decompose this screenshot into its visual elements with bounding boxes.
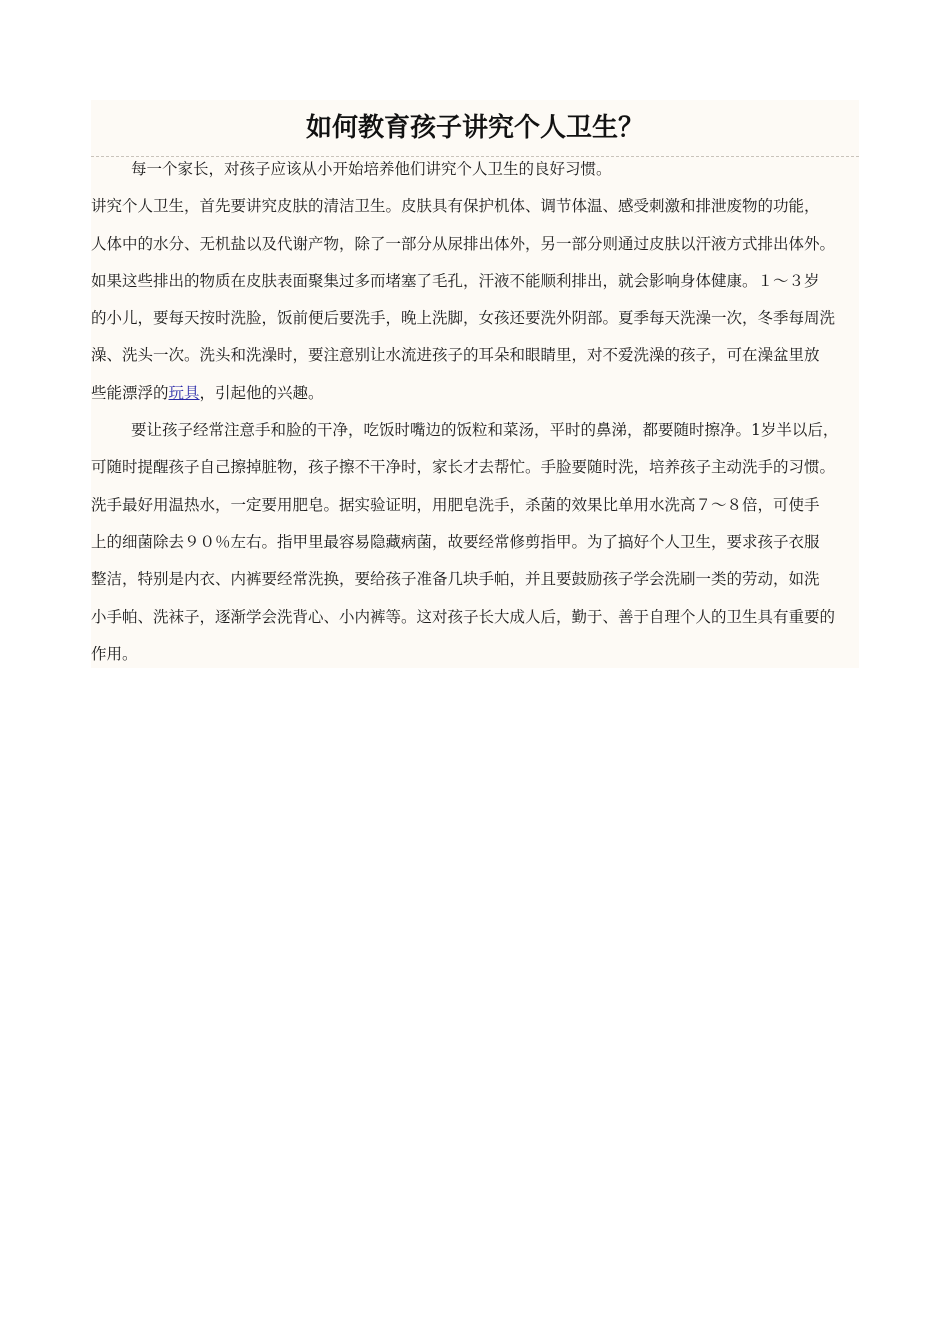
- text-line: 如果这些排出的物质在皮肤表面聚集过多而堵塞了毛孔，汗液不能顺利排出，就会影响身体健康。１～３岁: [91, 271, 820, 290]
- text-line: 上的细菌除去９０％左右。指甲里最容易隐藏病菌，故要经常修剪指甲。为了搞好个人卫生，要求孩子衣服: [91, 532, 820, 551]
- text-line: 些能漂浮的玩具，引起他的兴趣。: [91, 383, 324, 402]
- paragraph-hand-hygiene: [91, 412, 859, 673]
- text-line: 作用。: [91, 644, 138, 663]
- article-title: 如何教育孩子讲究个人卫生？: [305, 113, 644, 143]
- text-line: 讲究个人卫生，首先要讲究皮肤的清洁卫生。皮肤具有保护机体、调节体温、感受刺激和排泄废物的功能，: [91, 197, 820, 216]
- text-line: 小手帕、洗袜子，逐渐学会洗背心、小内裤等。这对孩子长大成人后，勤于、善于自理个人的卫生具有重要的: [91, 607, 836, 626]
- text-line: 洗手最好用温热水，一定要用肥皂。据实验证明，用肥皂洗手，杀菌的效果比单用水洗高７～８倍，可使手: [91, 495, 820, 514]
- toys-link[interactable]: 玩具: [168, 383, 200, 402]
- text-line: 整洁，特别是内衣、内裤要经常洗换，要给孩子准备几块手帕，并且要鼓励孩子学会洗刷一类的劳动，如洗: [91, 570, 820, 589]
- text-line: 人体中的水分、无机盐以及代谢产物，除了一部分从尿排出体外，另一部分则通过皮肤以汗液方式排出体外。: [91, 234, 836, 253]
- article-body: [91, 151, 859, 673]
- text-line: 澡、洗头一次。洗头和洗澡时，要注意别让水流进孩子的耳朵和眼睛里，对不爱洗澡的孩子，可在澡盆里放: [91, 346, 820, 365]
- paragraph-intro: 每一个家长，对孩子应该从小开始培养他们讲究个人卫生的良好习惯。: [131, 160, 612, 178]
- paragraph-skin-hygiene: [91, 188, 859, 412]
- text-line: 要让孩子经常注意手和脸的干净，吃饭时嘴边的饭粒和菜汤，平时的鼻涕，都要随时擦净。1岁半以后，: [131, 421, 839, 440]
- article: [91, 100, 859, 668]
- text-line: 可随时提醒孩子自己擦掉脏物，孩子擦不干净时，家长才去帮忙。手脸要随时洗，培养孩子主动洗手的习惯。: [91, 458, 836, 477]
- text-line: 的小儿，要每天按时洗脸，饭前便后要洗手，晚上洗脚，女孩还要洗外阴部。夏季每天洗澡一次，冬季每周洗: [91, 309, 836, 328]
